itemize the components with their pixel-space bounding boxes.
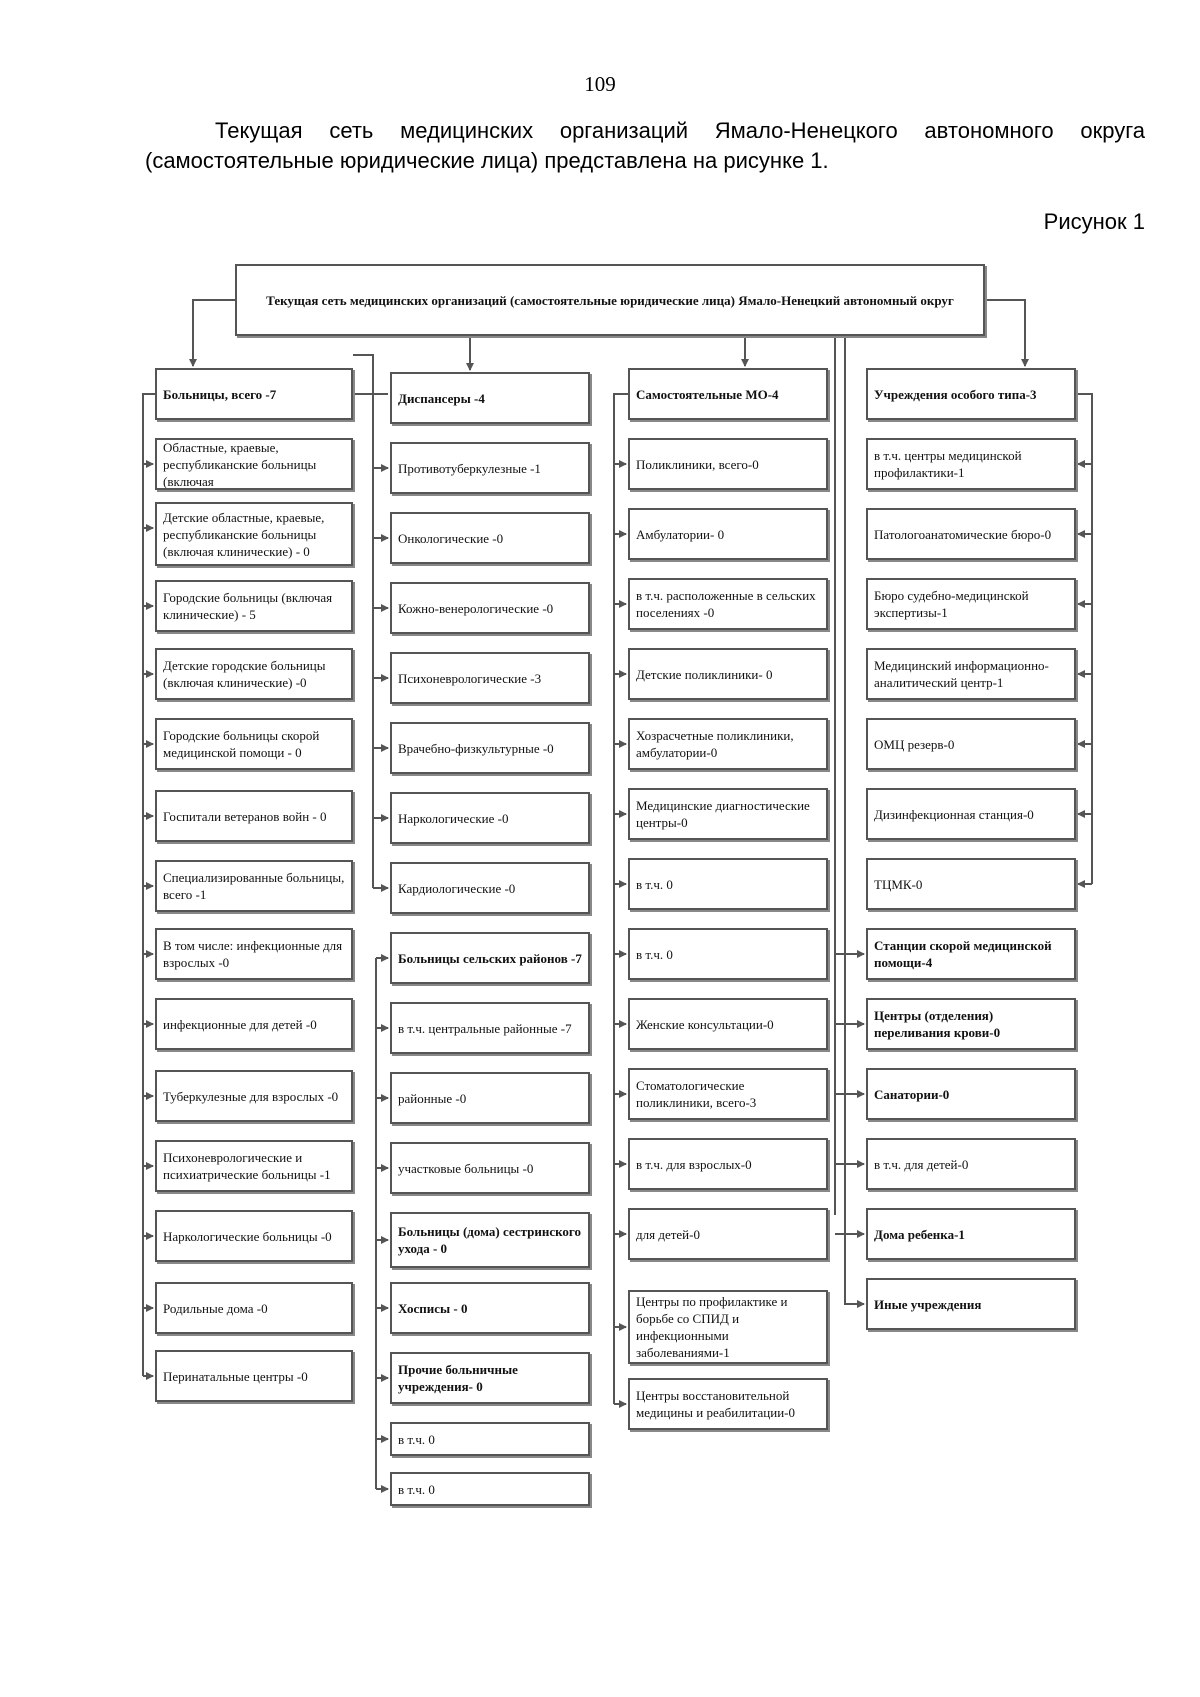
col1-box-12-label: Наркологические больницы -0 (163, 1228, 332, 1244)
col4-box-10 (866, 1068, 1076, 1120)
col4-box-10-label: Санатории-0 (874, 1086, 950, 1102)
col3-box-1 (628, 438, 828, 490)
col1-box-0-label: Больницы, всего -7 (163, 386, 277, 402)
col4-box-0 (866, 368, 1076, 420)
col3-box-7-label: в т.ч. 0 (636, 876, 673, 892)
col1-box-2 (155, 502, 353, 566)
col2-box-16-label: в т.ч. 0 (398, 1481, 435, 1497)
col4-box-6-label: Дизинфекционная станция-0 (874, 806, 1034, 822)
col1-box-11-label: Психоневрологические и психиатрические больницы -1 (163, 1150, 331, 1182)
col3-box-8 (628, 928, 828, 980)
col4-box-11 (866, 1138, 1076, 1190)
col1-box-14-label: Перинатальные центры -0 (163, 1368, 308, 1384)
col4-box-7 (866, 858, 1076, 910)
col3-box-5-label: Хозрасчетные поликлиники, амбулатории-0 (636, 728, 794, 760)
col2-box-12-label: Больницы (дома) сестринского ухода - 0 (398, 1224, 582, 1256)
col3-box-2 (628, 508, 828, 560)
col4-box-6 (866, 788, 1076, 840)
col2-box-0 (390, 372, 590, 424)
col3-box-10-label: Стоматологические поликлиники, всего-3 (636, 1078, 757, 1110)
col2-box-4 (390, 652, 590, 704)
col3-box-12-label: для детей-0 (636, 1226, 700, 1242)
col3-box-6-label: Медицинские диагностические центры-0 (636, 798, 810, 830)
col3-box-2-label: Амбулатории- 0 (636, 526, 725, 542)
col1-box-9-label: инфекционные для детей -0 (163, 1016, 317, 1032)
col2-box-4-label: Психоневрологические -3 (398, 670, 542, 686)
col4-box-2-label: Патологоанатомические бюро-0 (874, 526, 1052, 542)
col1-box-4-label: Детские городские больницы (включая клинические) -0 (163, 658, 326, 690)
col1-box-13-label: Родильные дома -0 (163, 1300, 268, 1316)
col3-box-0-label: Самостоятельные МО-4 (636, 386, 779, 402)
col1-box-14 (155, 1350, 353, 1402)
col1-box-13 (155, 1282, 353, 1334)
col2-box-2-label: Онкологические -0 (398, 530, 504, 546)
col3-box-14-label: Центры восстановительной медицины и реабилитации-0 (636, 1388, 795, 1420)
col2-box-10 (390, 1072, 590, 1124)
col2-box-11-label: участковые больницы -0 (398, 1160, 534, 1176)
root-box-label: Текущая сеть медицинских организаций (самостоятельные юридические лица) Ямало-Ненецкий автономный округ (266, 292, 954, 308)
col1-box-10-label: Туберкулезные для взрослых -0 (163, 1088, 339, 1104)
col2-box-15 (390, 1422, 590, 1456)
col1-box-5 (155, 718, 353, 770)
col2-box-3-label: Кожно-венерологические -0 (398, 600, 554, 616)
col4-box-9 (866, 998, 1076, 1050)
col2-box-0-label: Диспансеры -4 (398, 390, 485, 406)
col2-box-14 (390, 1352, 590, 1404)
root-box (235, 264, 985, 336)
col2-box-11 (390, 1142, 590, 1194)
col3-box-5 (628, 718, 828, 770)
col4-box-13-label: Иные учреждения (874, 1296, 982, 1312)
col1-box-7-label: Специализированные больницы, всего -1 (163, 870, 345, 902)
col1-box-5-label: Городские больницы скорой медицинской помощи - 0 (163, 728, 320, 760)
col3-box-9-label: Женские консультации-0 (636, 1016, 774, 1032)
col2-box-16 (390, 1472, 590, 1506)
col4-box-8-label: Станции скорой медицинской помощи-4 (874, 938, 1052, 970)
col1-box-6 (155, 790, 353, 842)
col1-box-0 (155, 368, 353, 420)
col2-box-13 (390, 1282, 590, 1334)
col1-box-8-label: В том числе: инфекционные для взрослых -0 (163, 938, 343, 970)
col4-box-11-label: в т.ч. для детей-0 (874, 1156, 969, 1172)
col2-box-9 (390, 1002, 590, 1054)
intro-paragraph: Текущая сеть медицинских организаций Ямало-Ненецкого автономного округа (самостоятельные юридические лица) представлена на рисунке 1. (145, 118, 1145, 173)
col4-box-5 (866, 718, 1076, 770)
page-number: 109 (584, 72, 616, 96)
col3-box-7 (628, 858, 828, 910)
col4-box-5-label: ОМЦ резерв-0 (874, 736, 955, 752)
col1-box-2-label: Детские областные, краевые, республиканские больницы (включая клинические) - 0 (163, 509, 325, 559)
col2-box-1-label: Противотуберкулезные -1 (398, 460, 541, 476)
col3-box-9 (628, 998, 828, 1050)
col1-box-10 (155, 1070, 353, 1122)
col3-box-10 (628, 1068, 828, 1120)
col1-box-1 (155, 438, 353, 490)
col2-box-5-label: Врачебно-физкультурные -0 (398, 740, 554, 756)
col3-box-4-label: Детские поликлиники- 0 (636, 666, 773, 682)
col3-box-13-label: Центры по профилактике и борьбе со СПИД и инфекционными заболеваниями-1 (636, 1294, 788, 1360)
col3-box-3-label: в т.ч. расположенные в сельских поселениях -0 (636, 588, 816, 620)
col1-box-1-label: Областные, краевые, республиканские больницы (включая (163, 439, 317, 489)
col1-box-9 (155, 998, 353, 1050)
col3-box-6 (628, 788, 828, 840)
col1-box-6-label: Госпитали ветеранов войн - 0 (163, 808, 327, 824)
col3-box-12 (628, 1208, 828, 1260)
col3-box-13 (628, 1290, 828, 1364)
col1-box-3-label: Городские больницы (включая клинические) - 5 (163, 590, 333, 622)
col3-box-8-label: в т.ч. 0 (636, 946, 673, 962)
col1-box-4 (155, 648, 353, 700)
col4-box-4 (866, 648, 1076, 700)
col2-box-9-label: в т.ч. центральные районные -7 (398, 1020, 572, 1036)
col3-box-0 (628, 368, 828, 420)
col1-box-3 (155, 580, 353, 632)
col4-box-3-label: Бюро судебно-медицинской экспертизы-1 (874, 588, 1029, 620)
col2-box-5 (390, 722, 590, 774)
col4-box-8 (866, 928, 1076, 980)
col4-box-4-label: Медицинский информационно-аналитический центр-1 (874, 658, 1049, 690)
col3-box-4 (628, 648, 828, 700)
col2-box-3 (390, 582, 590, 634)
col3-box-3 (628, 578, 828, 630)
col2-box-7-label: Кардиологические -0 (398, 880, 516, 896)
col2-box-6-label: Наркологические -0 (398, 810, 509, 826)
col1-box-7 (155, 860, 353, 912)
col4-box-1 (866, 438, 1076, 490)
col2-box-7 (390, 862, 590, 914)
col3-box-11-label: в т.ч. для взрослых-0 (636, 1156, 752, 1172)
col2-box-13-label: Хосписы - 0 (398, 1300, 468, 1316)
figure-label: Рисунок 1 (1043, 209, 1145, 234)
col1-box-8 (155, 928, 353, 980)
col2-box-10-label: районные -0 (398, 1090, 467, 1106)
col4-box-0-label: Учреждения особого типа-3 (874, 386, 1037, 402)
col4-box-12 (866, 1208, 1076, 1260)
col4-box-2 (866, 508, 1076, 560)
col2-box-8 (390, 932, 590, 984)
col4-box-12-label: Дома ребенка-1 (874, 1226, 965, 1242)
col4-box-1-label: в т.ч. центры медицинской профилактики-1 (874, 448, 1022, 480)
col3-box-14 (628, 1378, 828, 1430)
col2-box-14-label: Прочие больничные учреждения- 0 (398, 1362, 518, 1394)
col2-box-15-label: в т.ч. 0 (398, 1431, 435, 1447)
col4-box-9-label: Центры (отделения) переливания крови-0 (874, 1008, 1001, 1040)
col2-box-2 (390, 512, 590, 564)
col3-box-11 (628, 1138, 828, 1190)
col1-box-11 (155, 1140, 353, 1192)
col1-box-12 (155, 1210, 353, 1262)
col2-box-12 (390, 1212, 590, 1268)
col4-box-13 (866, 1278, 1076, 1330)
col3-box-1-label: Поликлиники, всего-0 (636, 456, 759, 472)
col2-box-8-label: Больницы сельских районов -7 (398, 950, 582, 966)
col2-box-6 (390, 792, 590, 844)
col4-box-3 (866, 578, 1076, 630)
col4-box-7-label: ТЦМК-0 (874, 876, 923, 892)
col2-box-1 (390, 442, 590, 494)
